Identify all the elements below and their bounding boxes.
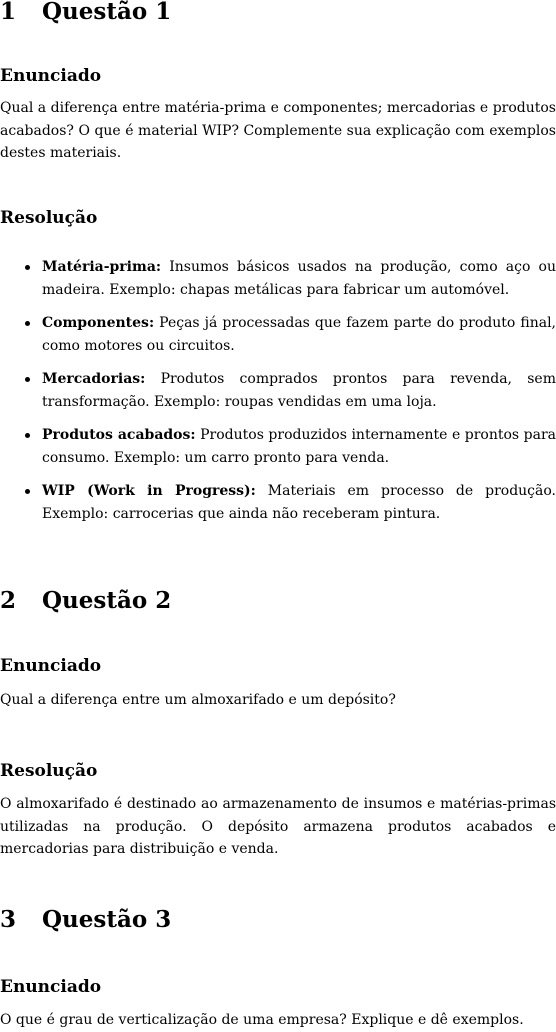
enunciado-text: Qual a diferença entre matéria-prima e componentes; mercadorias e produtos acabados? O que é material WIP? Complemente sua explicação com exemplos destes materiais. xyxy=(0,100,556,161)
section-heading xyxy=(0,906,171,934)
resolucao-heading: Resolução xyxy=(0,761,98,781)
bullet-icon xyxy=(25,377,30,382)
item-text: Peças já processadas que fazem parte do produto final, como motores ou circuitos. xyxy=(42,315,556,354)
bullet-icon xyxy=(25,265,30,270)
item-text: Produtos comprados prontos para revenda, sem transformação. Exemplo: roupas vendidas em uma loja. xyxy=(42,371,556,410)
bullet-icon xyxy=(25,489,30,494)
item-term: Matéria-prima: xyxy=(42,259,162,275)
item-term: WIP (Work in Progress): xyxy=(42,483,256,499)
item-text: Produtos produzidos internamente e prontos para consumo. Exemplo: um carro pronto para venda. xyxy=(42,427,556,466)
bullet-icon xyxy=(25,321,30,326)
section-number: 1 xyxy=(0,0,17,25)
list-item xyxy=(0,424,556,469)
item-text: Insumos básicos usados na produção, como aço ou madeira. Exemplo: chapas metálicas para fabricar um automóvel. xyxy=(42,259,556,298)
section-heading xyxy=(0,587,171,615)
enunciado-text: Qual a diferença entre um almoxarifado e um depósito? xyxy=(0,692,396,708)
resolucao-heading: Resolução xyxy=(0,208,98,228)
section-heading xyxy=(0,0,171,26)
section-title: Questão 3 xyxy=(42,906,172,933)
list-item xyxy=(0,312,556,357)
item-term: Mercadorias: xyxy=(42,371,146,387)
section-title: Questão 1 xyxy=(42,0,172,25)
section-number: 2 xyxy=(0,587,17,614)
item-text: Materiais em processo de produção. Exemplo: carrocerias que ainda não receberam pintura. xyxy=(42,483,556,522)
list-item xyxy=(0,256,556,301)
bullet-icon xyxy=(25,433,30,438)
enunciado-text: O que é grau de verticalização de uma empresa? Explique e dê exemplos. xyxy=(0,1012,524,1028)
list-item xyxy=(0,480,556,525)
section-title: Questão 2 xyxy=(42,587,172,614)
item-term: Componentes: xyxy=(42,315,155,331)
item-term: Produtos acabados: xyxy=(42,427,196,443)
resolucao-text: O almoxarifado é destinado ao armazenamento de insumos e matérias-primas utilizadas na produção. O depósito armazena produtos acabados e mercadorias para distribuição e venda. xyxy=(0,796,556,857)
enunciado-heading: Enunciado xyxy=(0,977,102,997)
enunciado-heading: Enunciado xyxy=(0,66,102,86)
list-item xyxy=(0,368,556,413)
enunciado-heading: Enunciado xyxy=(0,656,102,676)
resolution-list xyxy=(0,256,556,536)
section-number: 3 xyxy=(0,906,17,933)
